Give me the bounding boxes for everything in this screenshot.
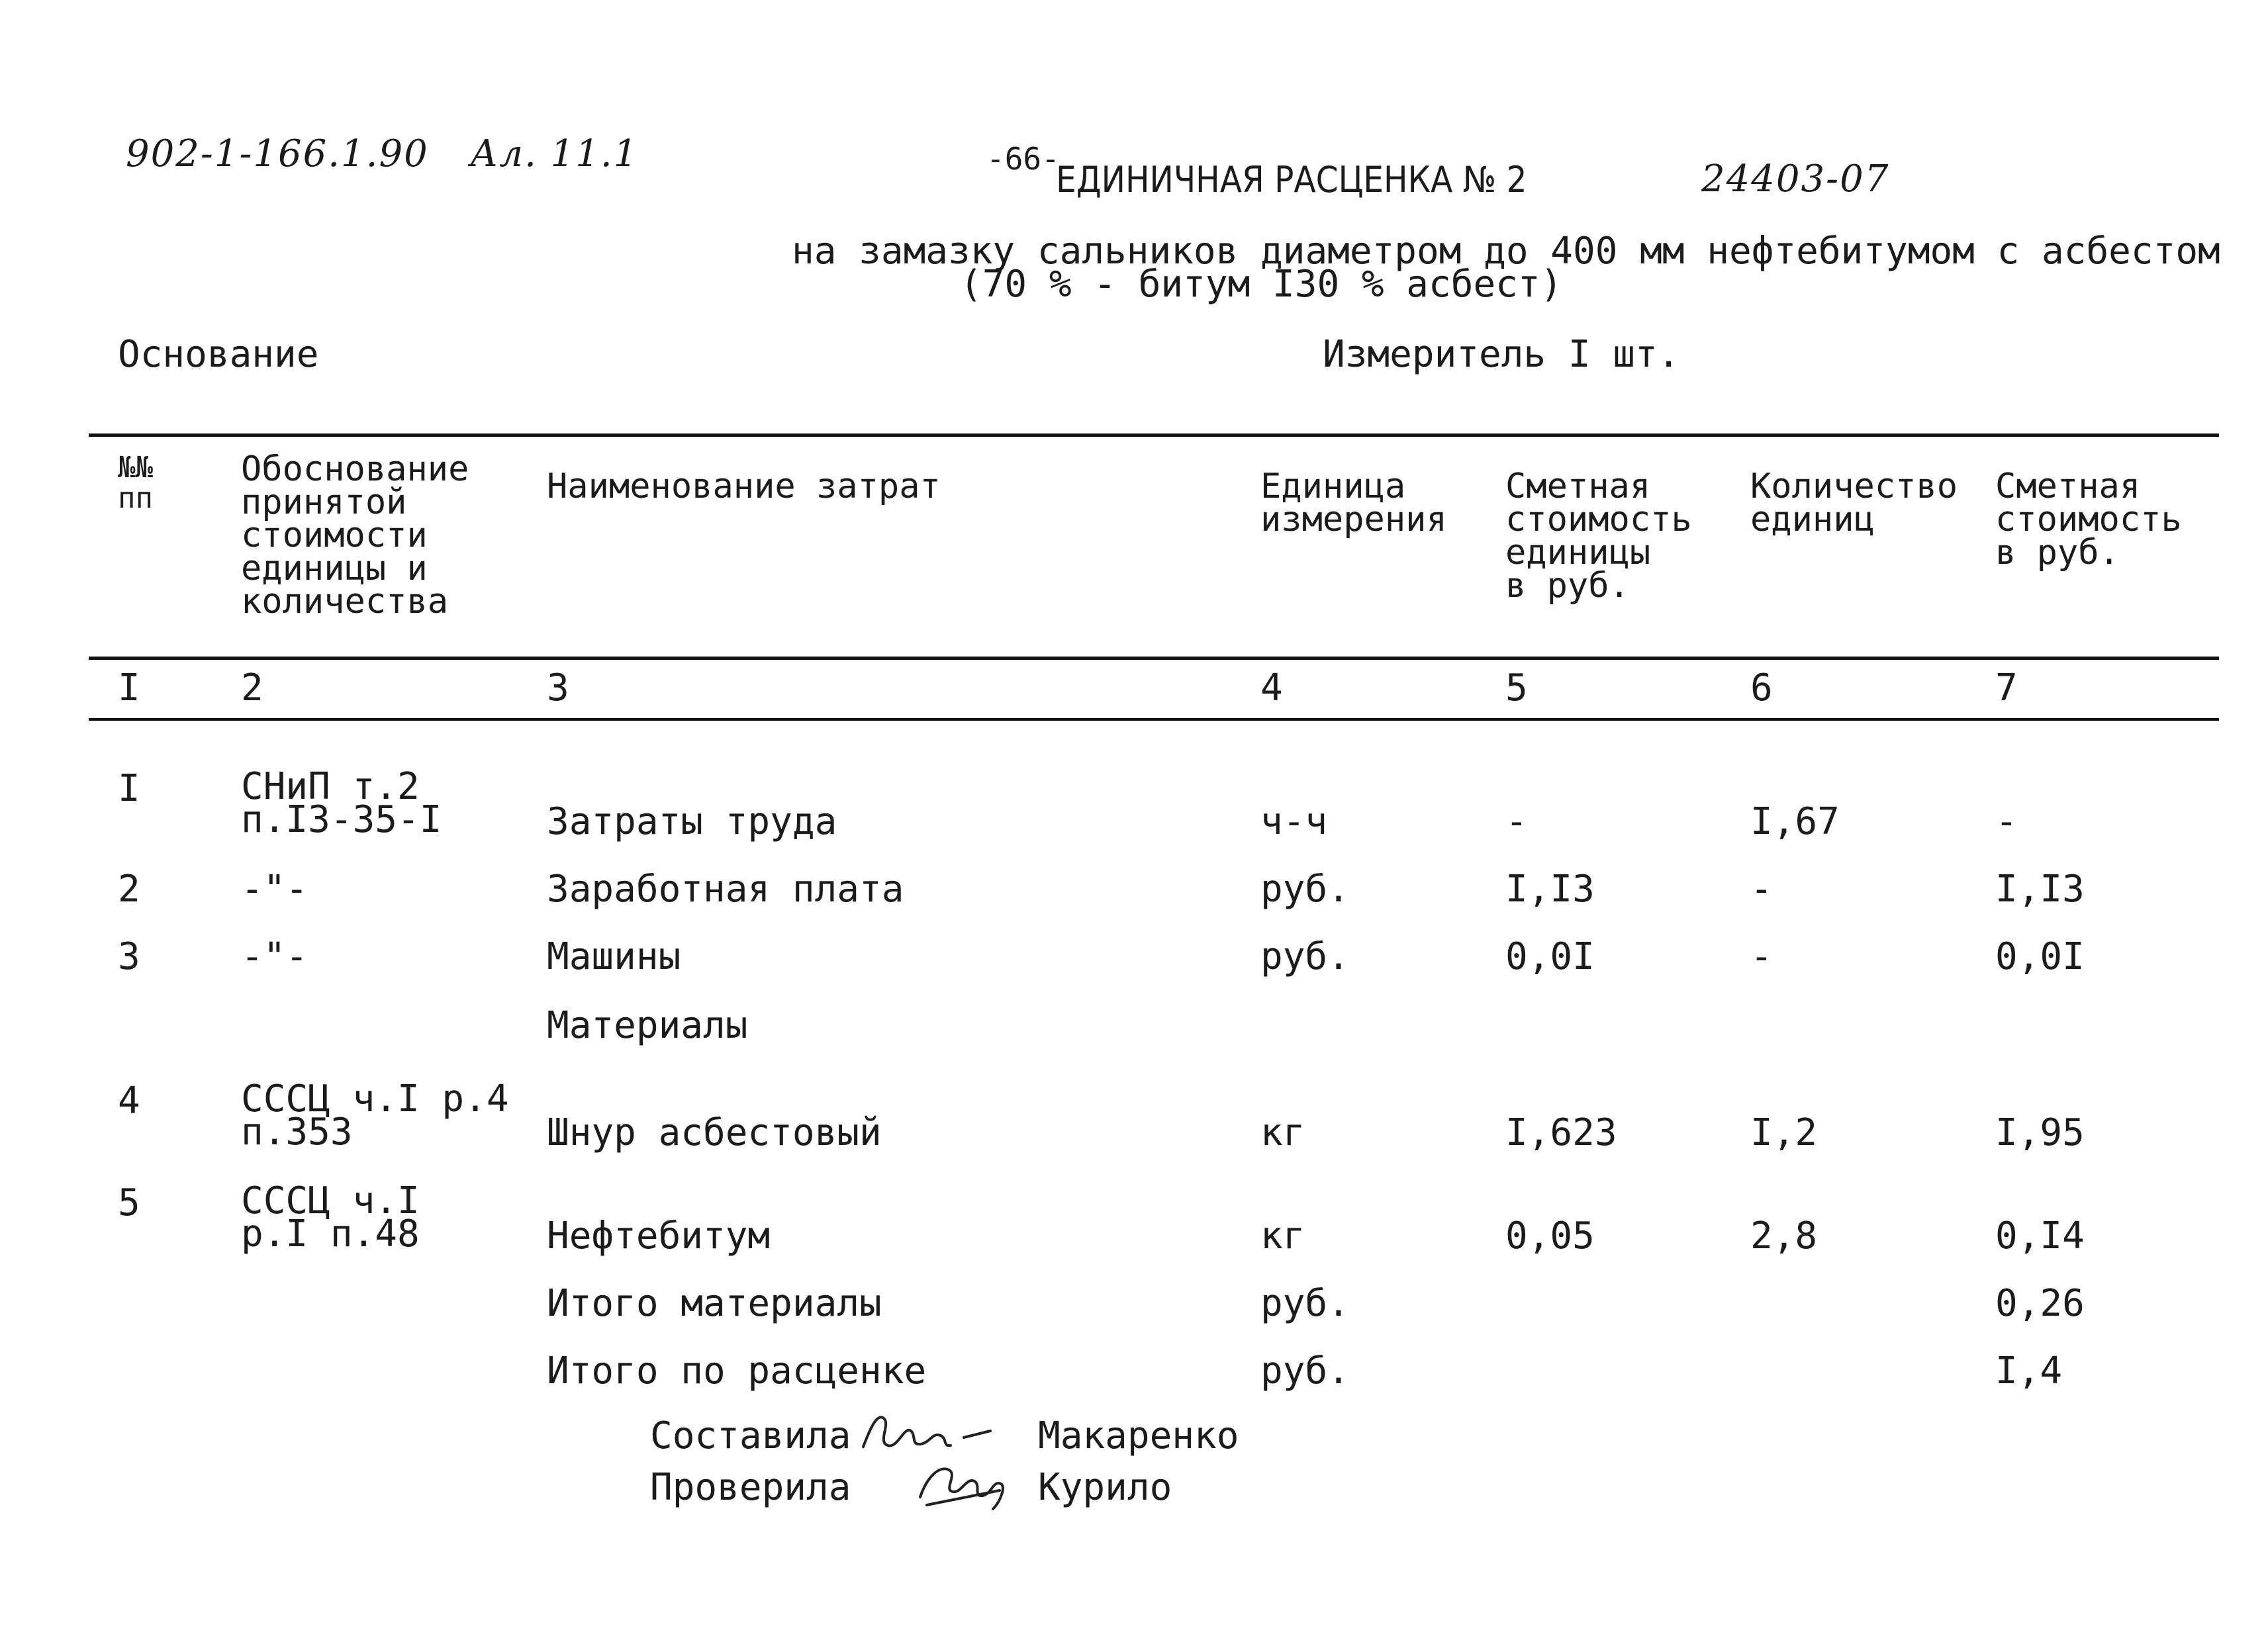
row-unit: ч-ч	[1260, 800, 1328, 843]
row-name: Итого по расценке	[547, 1349, 927, 1392]
row-qty: 2,8	[1750, 1214, 1818, 1257]
header-col-3: Наименование затрат	[547, 467, 941, 506]
row-unit-cost: I,I3	[1505, 868, 1595, 911]
row-number: 2	[118, 868, 140, 911]
row-basis: -"-	[241, 935, 308, 978]
row-unit-cost: -	[1505, 800, 1528, 843]
subtitle-line-1: на замазку сальников диаметром до 400 мм нефтебитумом с асбестом	[792, 230, 2220, 273]
stamp-number: 24403-07	[1701, 158, 1890, 201]
row-name: Затраты труда	[547, 800, 837, 843]
row-cost: 0,0I	[1995, 935, 2085, 978]
header-bottom-rule	[89, 657, 2219, 660]
column-number: 2	[241, 666, 263, 709]
row-qty: -	[1750, 935, 1773, 978]
row-cost: I,95	[1995, 1111, 2085, 1154]
meter-label: Измеритель I шт.	[1323, 333, 1680, 376]
header-col-5: Сметная стоимость единицы в руб.	[1505, 467, 1692, 606]
compiled-name: Макаренко	[1038, 1414, 1239, 1457]
row-basis: СССЦ ч.I р.I п.48	[241, 1179, 420, 1255]
row-cost: 0,I4	[1995, 1214, 2085, 1257]
column-number-rule	[89, 718, 2219, 721]
row-number: 5	[118, 1181, 140, 1224]
row-unit: руб.	[1260, 935, 1350, 978]
column-number: 7	[1995, 666, 2018, 709]
checked-signature	[914, 1451, 1019, 1517]
row-basis: СНиП т.2 п.I3-35-I	[241, 765, 442, 841]
header-col-6: Количество единиц	[1750, 467, 1958, 539]
row-qty: -	[1750, 868, 1773, 911]
row-qty: I,2	[1750, 1111, 1818, 1154]
column-number: 6	[1750, 666, 1773, 709]
row-name: Шнур асбестовый	[547, 1111, 882, 1154]
row-unit-cost: 0,05	[1505, 1214, 1595, 1257]
column-number: 4	[1260, 666, 1283, 709]
row-number: 3	[118, 935, 140, 978]
checked-label: Проверила	[650, 1466, 851, 1509]
row-number: I	[118, 767, 140, 810]
row-name: Нефтебитум	[547, 1214, 771, 1257]
row-unit: руб.	[1260, 868, 1350, 911]
row-cost: I,I3	[1995, 868, 2085, 911]
header-col-7: Сметная стоимость в руб.	[1995, 467, 2182, 572]
checked-name: Курило	[1038, 1466, 1172, 1509]
row-name: Заработная плата	[547, 868, 904, 911]
page-number: -66-	[986, 141, 1060, 177]
row-unit: руб.	[1260, 1282, 1350, 1325]
row-name: Итого материалы	[547, 1282, 882, 1325]
row-unit-cost: I,623	[1505, 1111, 1617, 1154]
compiled-label: Составила	[650, 1414, 851, 1457]
header-col-2: Обоснование принятой стоимости единицы и количества	[241, 449, 469, 621]
row-cost: I,4	[1995, 1349, 2063, 1392]
column-number: 5	[1505, 666, 1528, 709]
row-number: 4	[118, 1079, 140, 1122]
subtitle-line-2: (70 % - битум I30 % асбест)	[960, 263, 1563, 306]
row-unit: кг	[1260, 1214, 1305, 1257]
column-number: I	[118, 666, 140, 709]
row-cost: -	[1995, 800, 2018, 843]
table-top-rule	[89, 433, 2219, 437]
row-basis: -"-	[241, 868, 308, 911]
row-qty: I,67	[1750, 800, 1840, 843]
document-code: 902-1-166.1.90	[126, 132, 429, 175]
row-unit: руб.	[1260, 1349, 1350, 1392]
row-cost: 0,26	[1995, 1282, 2085, 1325]
header-col-4: Единица измерения	[1260, 467, 1447, 539]
row-name: Материалы	[547, 1004, 748, 1047]
basis-label: Основание	[118, 333, 319, 376]
row-name: Машины	[547, 935, 681, 978]
column-number: 3	[547, 666, 569, 709]
row-unit: кг	[1260, 1111, 1305, 1154]
album-number: Ал. 11.1	[470, 132, 639, 175]
row-basis: СССЦ ч.I р.4 п.353	[241, 1077, 509, 1154]
header-col-1: №№ пп	[118, 451, 153, 515]
document-title: ЕДИНИЧНАЯ РАСЦЕНКА № 2	[1056, 159, 1527, 201]
row-unit-cost: 0,0I	[1505, 935, 1595, 978]
